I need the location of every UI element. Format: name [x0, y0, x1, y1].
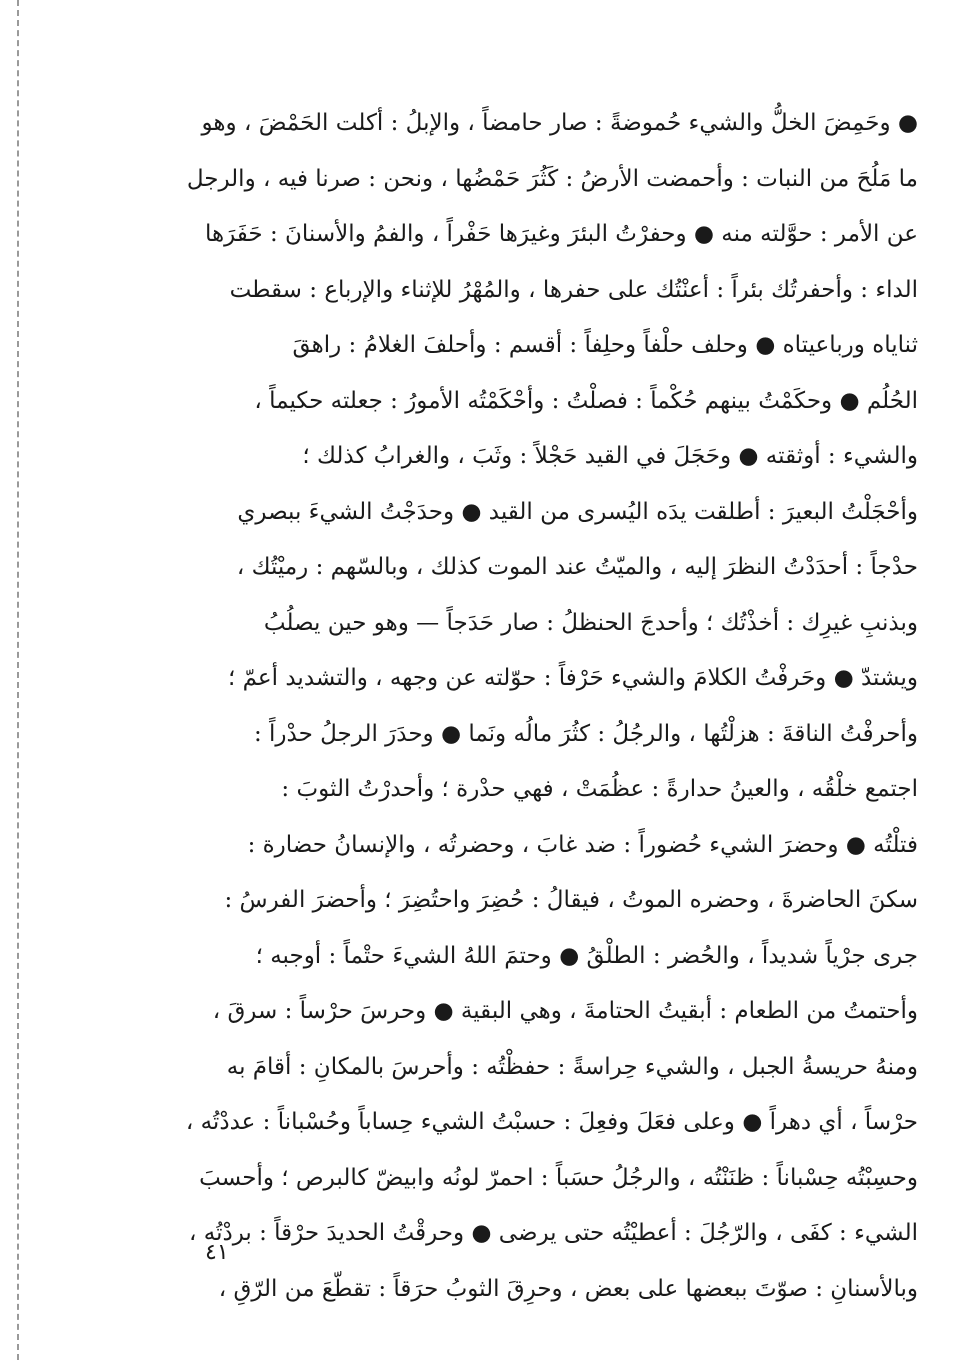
text-line: والشيء : أوثقته ● وحَجَلَ في القيد حَجْلاً : وثَبَ ، والغرابُ كذلك ؛ — [302, 443, 918, 469]
text-line: الشيء : كفَى ، والرّجُلَ : أعطيْتُه حتى يرضى ● وحرقْتُ الحديدَ حرْقاً : بردْتُه ، — [189, 1220, 918, 1246]
text-line: وأحتمتُ من الطعام : أبقيتُ الحتامةَ ، وهي البقية ● وحرسَ حرْساً : سرقَ ، — [212, 998, 918, 1024]
text-line: ما مَلُحَ من النبات : وأحمضت الأرضُ : كَثُرَ حَمْضُها ، ونحن : صرنا فيه ، والرجل — [186, 165, 918, 192]
text-line: وحسِبْتُه حِسْباناً : ظنَنْتُه ، والرجُلُ حسَباً : احمرّ لونُه وابيضّ كالبرص ؛ وأحسبَ — [199, 1164, 918, 1191]
text-line: الداء : وأحفرتُك بئراً : أعنْتُك على حفرها ، والمُهْرُ للإثناء والإرباع : سقطت — [229, 276, 918, 303]
text-line: حدْجاً : أحدَدْتُ النظرَ إليه ، والميّتُ عند الموت كذلك ، وبالسّهم : رميْتُك ، — [236, 554, 918, 580]
text-line: ويشتدّ ● وحَرفْتُ الكلامَ والشيء حَرْفاً : حوّلته عن وجهه ، والتشديد أعمّ ؛ — [227, 665, 918, 691]
text-line: وبالأسنانِ : صوّتَ ببعضها على بعض ، وحرِقَ الثوبُ حرَقاً : تقطّعَ من الرّقِ ، — [218, 1275, 918, 1302]
text-line: ومنهُ حريسةُ الجبل ، والشيء حِراسةً : حفظْتُه : وأحرسَ بالمكانِ : أقامَ به — [226, 1053, 918, 1080]
text-line: عن الأمر : حوَّلته منه ● وحفرْتُ البئرَ وغيرَها حَفْراً ، والفمُ والأسنانَ : حَفَرَها — [204, 221, 918, 247]
text-line: سكنَ الحاضرةَ ، وحضره الموتُ ، فيقالُ : حُضِرَ واحتُضِرَ ؛ وأحضرَ الفرسُ : — [224, 887, 918, 913]
text-line: حرْساً ، أي دهراً ● وعلى فعَلَ وفعِلَ : حسبْتُ الشيء حِساباً وحُسْباناً : عددْتُه ، — [185, 1109, 918, 1135]
text-line: وأحْجَلْتُ البعيرَ : أطلقت يدَه اليُسرى من القيد ● وحدَجْتُ الشيءَ ببصري — [237, 498, 918, 525]
page-number: ٤١ — [205, 1240, 229, 1265]
margin-dashed-rule — [17, 0, 19, 1360]
text-line: الحُلُم ● وحكَمْتُ بينهم حُكْماً : فصلْتُ : وأحْكَمْتُه الأمورُ : جعلته حكيماً ، — [254, 387, 918, 414]
body-text — [150, 96, 918, 1317]
text-line: ● وحَمِضَ الخلُّ والشيء حُموضةً : صار حامضاً ، والإبلُ : أكلت الحَمْضَ ، وهو — [201, 110, 918, 136]
text-line: وأحرفْتُ الناقةَ : هزلْتُها ، والرجُلُ : كثُرَ مالُه ونَما ● وحدَرَ الرجلُ حدْراً : — [253, 720, 918, 747]
text-line: فتلْتُه ● وحضرَ الشيء حُضوراً : ضد غابَ ، وحضرتُه ، والإنسانُ حضارة : — [247, 831, 918, 858]
text-line: جرى جرْياً شديداً ، والحُضر : الطلْقُ ● وحتمَ اللهُ الشيءَ حتْماً : أوجبه ؛ — [255, 942, 918, 969]
text-line: ثناياه ورباعيتاه ● وحلف حلْفاً وحلِفاً : أقسم : وأحلفَ الغلامُ : راهقَ — [292, 332, 918, 358]
text-line: اجتمع خلْقُه ، والعينُ حدارةً : عظُمَتْ ، فهي حدْرة ؛ وأحدرْتُ الثوبَ : — [281, 776, 918, 802]
text-line: وبذنبِ غيرِك : أخذْتُك ؛ وأحدجَ الحنظلُ : صار حَدَجاً — وهو حين يصلُبُ — [263, 609, 918, 636]
